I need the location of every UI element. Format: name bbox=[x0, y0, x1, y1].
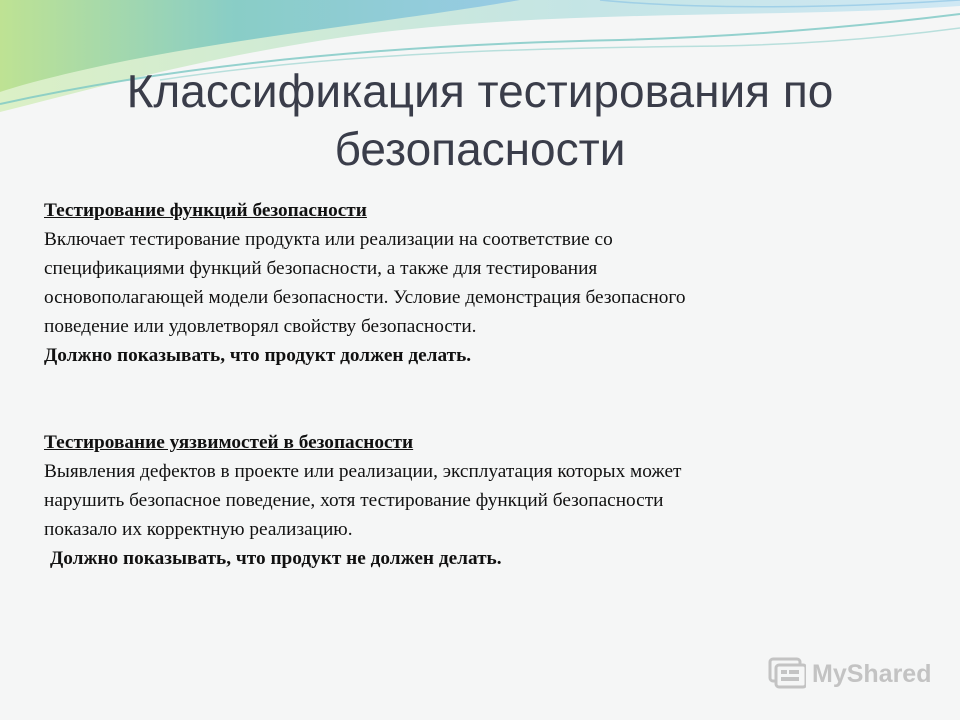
slide-content bbox=[44, 196, 924, 573]
myshared-logo-icon bbox=[768, 657, 806, 691]
section-vulnerability-testing bbox=[44, 428, 924, 573]
watermark-text: MyShared bbox=[812, 659, 932, 688]
slide-title bbox=[0, 62, 960, 178]
section-text-line: Включает тестирование продукта или реализации на соответствие со bbox=[44, 229, 613, 250]
section-text-line: основополагающей модели безопасности. Условие демонстрация безопасного bbox=[44, 287, 686, 308]
section-text-line: поведение или удовлетворял свойству безопасности. bbox=[44, 316, 477, 337]
section-text-line: спецификациями функций безопасности, а также для тестирования bbox=[44, 258, 598, 279]
section-heading: Тестирование функций безопасности bbox=[44, 200, 367, 221]
slide-title-line: Классификация тестирования по bbox=[126, 65, 834, 117]
section-emphasis: Должно показывать, что продукт должен делать. bbox=[44, 345, 472, 366]
section-text-line: Выявления дефектов в проекте или реализации, эксплуатация которых может bbox=[44, 461, 682, 482]
section-emphasis: Должно показывать, что продукт не должен делать. bbox=[50, 548, 502, 569]
section-text-line: нарушить безопасное поведение, хотя тестирование функций безопасности bbox=[44, 490, 664, 511]
section-heading: Тестирование уязвимостей в безопасности bbox=[44, 432, 414, 453]
section-security-functions bbox=[44, 196, 924, 370]
slide-title-line: безопасности bbox=[334, 123, 626, 175]
section-text-line: показало их корректную реализацию. bbox=[44, 519, 353, 540]
myshared-watermark bbox=[768, 656, 931, 692]
